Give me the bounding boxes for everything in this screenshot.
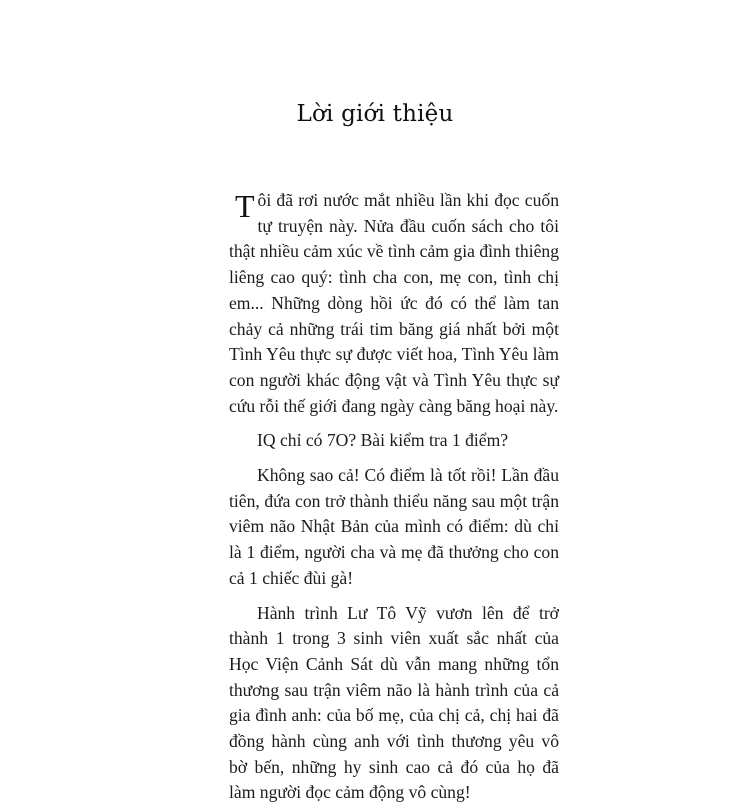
paragraph-2: IQ chỉ có 7O? Bài kiểm tra 1 điểm? <box>257 430 509 451</box>
paragraph-3: Không sao cả! Có điểm là tốt rồi! Lần đầu tiên, đứa con trở thành thiểu năng sau một trận viêm não Nhật Bản của mình có điểm: dù chỉ là 1 điểm, người cha và mẹ đã thưởng cho con cả 1 chiếc đùi gà! <box>229 465 559 588</box>
paragraph-1 <box>229 188 559 419</box>
page-body <box>229 188 559 806</box>
paragraph-1-text: ôi đã rơi nước mắt nhiều lần khi đọc cuốn tự truyện này. Nửa đầu cuốn sách cho tôi thật nhiều cảm xúc về tình cảm gia đình thiêng liêng cao quý: tình cha con, mẹ con, tình chị em... Những dòng hồi ức đó có thể làm tan chảy cả những trái tim băng giá nhất bởi một Tình Yêu thực sự được viết hoa, Tình Yêu làm con người khác động vật và Tình Yêu thực sự cứu rỗi thế giới đang ngày càng băng hoại này. <box>229 190 559 416</box>
drop-cap: T <box>235 188 255 224</box>
page-title: Lời giới thiệu <box>296 101 454 127</box>
paragraph-4: Hành trình Lư Tô Vỹ vươn lên để trở thành 1 trong 3 sinh viên xuất sắc nhất của Học Viện Cảnh Sát dù vẫn mang những tổn thương sau trận viêm não là hành trình của cả gia đình anh: của bố mẹ, của chị cả, chị hai đã đồng hành cùng anh với tình thương yêu vô bờ bến, những hy sinh cao cả đó của họ đã làm người đọc cảm động vô cùng! <box>229 602 559 803</box>
